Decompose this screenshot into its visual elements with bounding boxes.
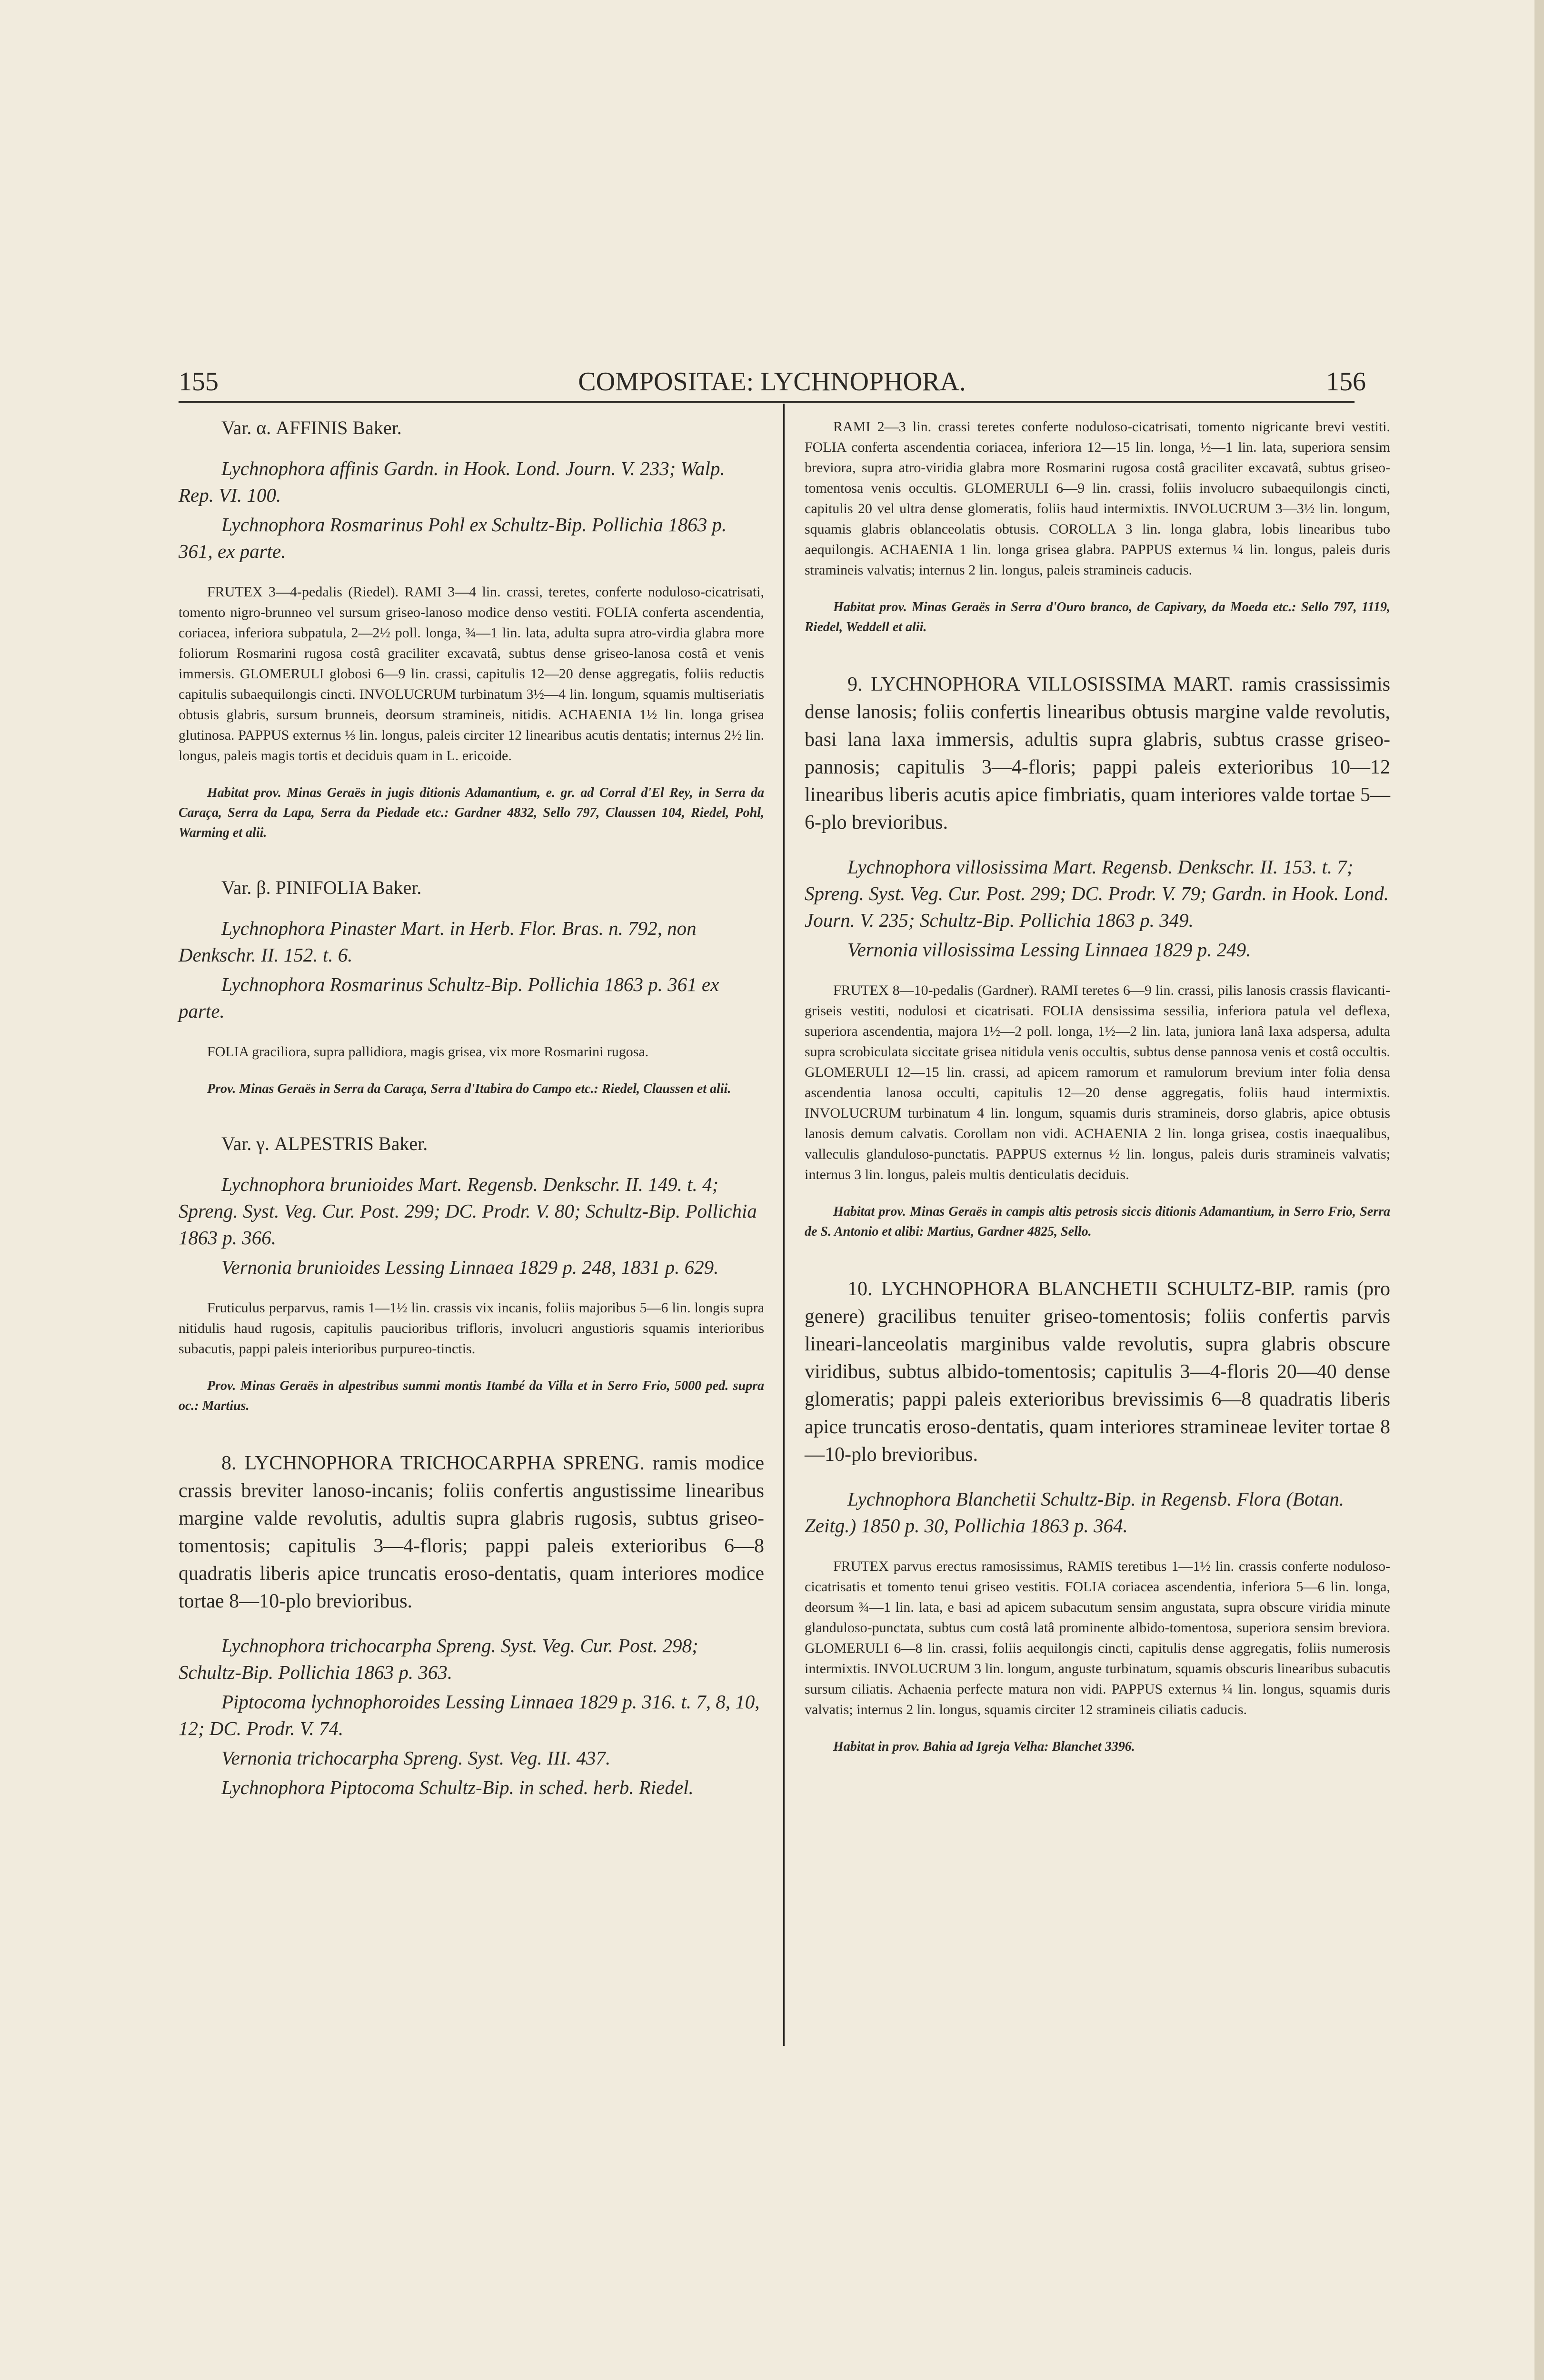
reference: Lychnophora trichocarpha Spreng. Syst. Veg. Cur. Post. 298; Schultz-Bip. Pollichia 1863 p. 363.	[179, 1635, 698, 1683]
header-rule	[179, 401, 1355, 403]
reference: Lychnophora affinis Gardn. in Hook. Lond. Journ. V. 233; Walp. Rep. VI. 100.	[179, 457, 725, 506]
reference: Lychnophora Blanchetii Schultz-Bip. in Regensb. Flora (Botan. Zeitg.) 1850 p. 30, Pollichia 1863 p. 364.	[805, 1488, 1344, 1537]
reference: Lychnophora Pinaster Mart. in Herb. Flor. Bras. n. 792, non Denkschr. II. 152. t. 6.	[179, 917, 697, 966]
species-8-heading: 8. LYCHNOPHORA TRICHOCARPHA SPRENG. ramis modice crassis breviter lanoso-incanis; foliis confertis angustissime linearibus margine valde revolutis, adultis supra glabris rugosis, subtus griseo-tomentosis; capitulis 3—4-floris; pappi paleis exterioribus 6—8 quadratis liberis apice truncatis eroso-dentatis, quam interiores modice tortae 8—10-plo brevioribus.	[179, 1452, 764, 1612]
variety-alpha-heading: Var. α. AFFINIS Baker.	[221, 417, 402, 438]
species-9-habitat: Habitat prov. Minas Geraës in campis altis petrosis siccis ditionis Adamantium, in Serro Frio, Serra de S. Antonio et alibi: Martius, Gardner 4825, Sello.	[805, 1204, 1390, 1239]
variety-gamma-habitat: Prov. Minas Geraës in alpestribus summi montis Itambé da Villa et in Serro Frio, 5000 ped. supra oc.: Martius.	[179, 1378, 764, 1413]
reference: Vernonia brunioides Lessing Linnaea 1829 p. 248, 1831 p. 629.	[221, 1256, 719, 1278]
variety-gamma-heading: Var. γ. ALPESTRIS Baker.	[221, 1133, 428, 1154]
variety-alpha-habitat: Habitat prov. Minas Geraës in jugis ditionis Adamantium, e. gr. ad Corral d'El Rey, in Serra da Caraça, Serra da Lapa, Serra da Piedade etc.: Gardner 4832, Sello 797, Claussen 104, Riedel, Pohl, Warming et alii.	[179, 785, 764, 840]
species-8-habitat: Habitat prov. Minas Geraës in Serra d'Ouro branco, de Capivary, da Moeda etc.: Sello 797, 1119, Riedel, Weddell et alii.	[805, 600, 1390, 635]
species-8-description: RAMI 2—3 lin. crassi teretes conferte noduloso-cicatrisati, tomento nigricante brevi vestiti. FOLIA conferta ascendentia coriacea, inferiora 12—15 lin. longa, ½—1 lin. lata, superiora sensim breviora, supra atro-viridia glabra more Rosmarini rugosa costâ graciliter excavatâ, subtus griseo-tomentosa venis occultis. GLOMERULI 6—9 lin. crassi, foliis involucro subaequilongis cincti, capitulis 20 vel ultra dense glomeratis, foliis haud intermixtis. INVOLUCRUM 3—3½ lin. longum, squamis glabris oblanceolatis obtusis. COROLLA 3 lin. longa glabra, lobis linearibus tubo aequilongis. ACHAENIA 1 lin. longa grisea glabra. PAPPUS externus ¼ lin. longus, paleis duris stramineis valvatis; internus 2 lin. longus, paleis stramineis caducis.	[805, 419, 1390, 578]
variety-beta-description: FOLIA graciliora, supra pallidiora, magis grisea, vix more Rosmarini rugosa.	[207, 1044, 649, 1060]
page-edge	[1534, 0, 1544, 2380]
species-10-heading: 10. LYCHNOPHORA BLANCHETII SCHULTZ-BIP. ramis (pro genere) gracilibus tenuiter griseo-tomentosis; foliis confertis parvis lineari-lanceolatis marginibus valde revolutis, supra glabris obscure viridibus, subtus albido-tomentosis; capitulis 3—4-floris 20—40 dense glomeratis; pappi paleis exterioribus brevissimis 6—8 quadratis liberis apice truncatis eroso-dentatis, quam interiores stramineae leviter tortae 8—10-plo brevioribus.	[805, 1278, 1390, 1466]
page-number-right: 156	[1326, 367, 1366, 397]
right-column	[805, 416, 1390, 1790]
reference: Vernonia villosissima Lessing Linnaea 1829 p. 249.	[847, 939, 1251, 961]
reference: Piptocoma lychnophoroides Lessing Linnaea 1829 p. 316. t. 7, 8, 10, 12; DC. Prodr. V. 74.	[179, 1691, 760, 1739]
species-9-description: FRUTEX 8—10-pedalis (Gardner). RAMI teretes 6—9 lin. crassi, pilis lanosis crassis flavicanti-griseis vestiti, nodulosi et cicatrisati. FOLIA densissima sessilia, inferiora patula vel deflexa, superiora ascendentia, majora 1½—2 poll. longa, 1½—2 lin. lata, juniora lanâ laxa adspersa, adulta supra scrobiculata siccitate grisea nitidula venis occultis, subtus dense pannosa venis et costâ occultis. GLOMERULI 12—15 lin. crassi, ad apicem ramorum et ramulorum brevium inter folia densa ascendentia lanosa occulti, capitulis 12—20 dense aggregatis, foliis haud intermixtis. INVOLUCRUM turbinatum 4 lin. longum, squamis duris stramineis, dorso glabris, apice obtusis lanosis demum calvatis. Corollam non vidi. ACHAENIA 2 lin. longa grisea, costis inaequalibus, valleculis glanduloso-punctatis. PAPPUS externus ½ lin. longus, paleis duris stramineis valvatis; internus 3 lin. longus, paleis multis denticulatis deciduis.	[805, 982, 1390, 1182]
species-10-habitat: Habitat in prov. Bahia ad Igreja Velha: Blanchet 3396.	[833, 1739, 1135, 1754]
reference: Lychnophora Rosmarinus Schultz-Bip. Pollichia 1863 p. 361 ex parte.	[179, 973, 719, 1022]
variety-beta-habitat: Prov. Minas Geraës in Serra da Caraça, Serra d'Itabira do Campo etc.: Riedel, Claussen et alii.	[207, 1081, 731, 1096]
page-number-left: 155	[179, 367, 219, 397]
reference: Lychnophora Piptocoma Schultz-Bip. in sched. herb. Riedel.	[221, 1776, 694, 1798]
reference: Lychnophora villosissima Mart. Regensb. Denkschr. II. 153. t. 7; Spreng. Syst. Veg. Cur. Post. 299; DC. Prodr. V. 79; Gardn. in Hook. Lond. Journ. V. 235; Schultz-Bip. Pollichia 1863 p. 349.	[805, 856, 1389, 931]
species-10-description: FRUTEX parvus erectus ramosissimus, RAMIS teretibus 1—1½ lin. crassis conferte noduloso-cicatrisatis et tomento tenui griseo vestitis. FOLIA coriacea ascendentia, inferiora 5—6 lin. longa, deorsum ¾—1 lin. lata, e basi ad apicem subacutum sensim angustata, supra obscure viridia minute glanduloso-punctata, subtus cum costâ latâ prominente albido-tomentosa, superiora sensim breviora. GLOMERULI 6—8 lin. crassi, foliis aequilongis cincti, capitulis dense aggregatis, foliis numerosis intermixtis. INVOLUCRUM 3 lin. longum, anguste turbinatum, squamis obscuris linearibus subacutis sursum ciliatis. Achaenia perfecte matura non vidi. PAPPUS externus ¼ lin. longus, squamis duris valvatis; internus 2 lin. longus, squamis circiter 12 stramineis ciliatis caducis.	[805, 1558, 1390, 1717]
variety-beta-heading: Var. β. PINIFOLIA Baker.	[221, 877, 422, 898]
species-9-heading: 9. LYCHNOPHORA VILLOSISSIMA MART. ramis crassissimis dense lanosis; foliis confertis linearibus obtusis margine valde revolutis, basi lana laxa immersis, adultis supra glabris, subtus crasse griseo-pannosis; capitulis 3—4-floris; pappi paleis exterioribus 10—12 linearibus liberis acutis apice fimbriatis, quam interiores valde tortae 5—6-plo brevioribus.	[805, 674, 1390, 833]
left-column	[179, 416, 764, 1804]
column-divider	[783, 404, 785, 2046]
reference: Lychnophora Rosmarinus Pohl ex Schultz-Bip. Pollichia 1863 p. 361, ex parte.	[179, 514, 727, 562]
variety-gamma-description: Fruticulus perparvus, ramis 1—1½ lin. crassis vix incanis, foliis majoribus 5—6 lin. longis supra nitidulis haud rugosis, capitulis paucioribus trifloris, involucri angustioris squamis interioribus subacutis, pappi paleis interioribus purpureo-tinctis.	[179, 1300, 764, 1357]
reference: Vernonia trichocarpha Spreng. Syst. Veg. III. 437.	[221, 1747, 611, 1769]
reference: Lychnophora brunioides Mart. Regensb. Denkschr. II. 149. t. 4; Spreng. Syst. Veg. Cur. Post. 299; DC. Prodr. V. 80; Schultz-Bip. Pollichia 1863 p. 366.	[179, 1173, 757, 1249]
running-title: COMPOSITAE: LYCHNOPHORA.	[578, 367, 966, 397]
variety-alpha-description: FRUTEX 3—4-pedalis (Riedel). RAMI 3—4 lin. crassi, teretes, conferte noduloso-cicatrisati, tomento nigro-brunneo vel sursum griseo-lanoso modice denso vestiti. FOLIA conferta ascendentia, coriacea, inferiora subpatula, 2—2½ poll. longa, ¾—1 lin. lata, adulta supra atro-virdia glabra more foliorum Rosmarini rugosa costâ graciliter excavatâ, subtus dense griseo-lanosa costâ et venis immersis. GLOMERULI globosi 6—9 lin. crassi, capitulis 12—20 dense aggregatis, foliis reductis capitulis subaequilongis cincti. INVOLUCRUM turbinatum 3½—4 lin. longum, squamis multiseriatis obtusis glabris, sursum brunneis, deorsum stramineis, nitidis. ACHAENIA 1½ lin. longa grisea glutinosa. PAPPUS externus ⅓ lin. longus, paleis circiter 12 linearibus acutis dentatis; internus 2½ lin. longus, paleis magis tortis et deciduis quam in L. ericoide.	[179, 584, 764, 764]
